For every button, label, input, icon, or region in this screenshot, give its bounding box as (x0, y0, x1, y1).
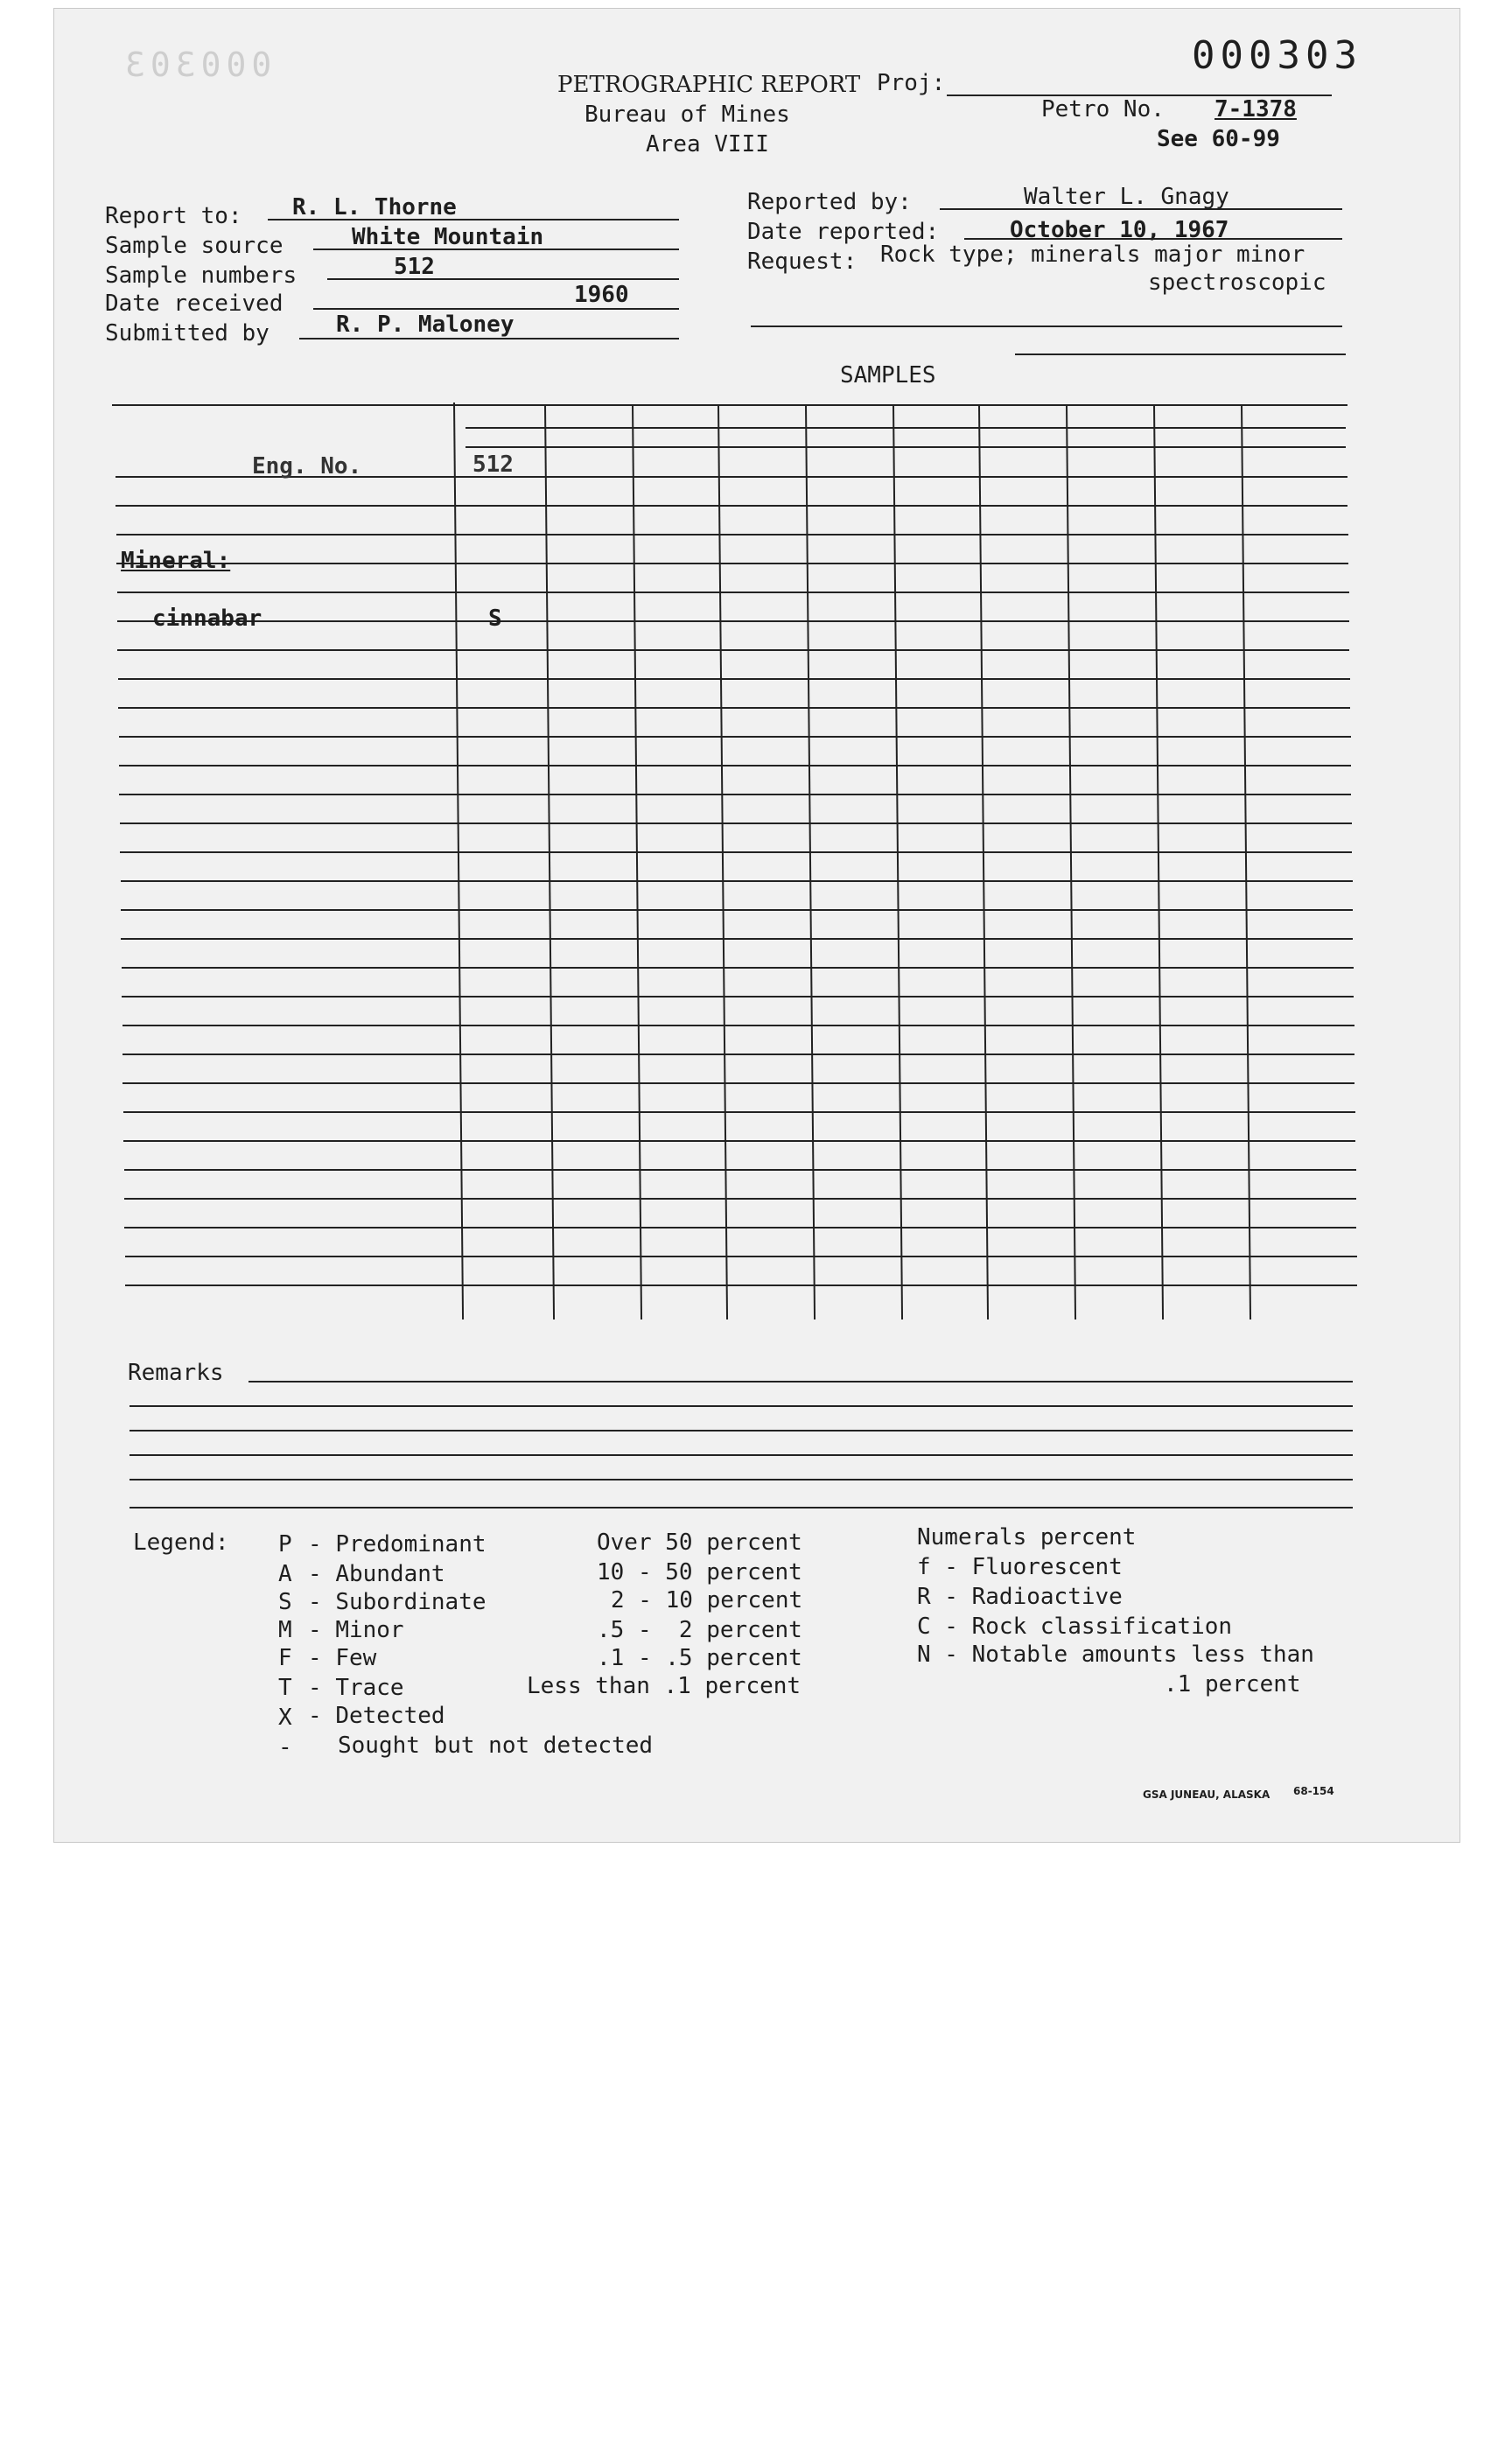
table-column-divider (1241, 404, 1251, 1320)
request-blank-line-1 (751, 326, 1342, 327)
table-row-rule (121, 880, 1353, 882)
legend-code-f: F (278, 1645, 292, 1671)
table-row-rule (118, 678, 1350, 680)
report-to-label: Report to: (105, 203, 242, 229)
submitted-by-value: R. P. Maloney (336, 312, 514, 338)
table-row-rule (122, 1054, 1354, 1055)
request-line1: Rock type; minerals major minor (880, 242, 1306, 268)
table-row-rule (123, 1111, 1355, 1113)
table-row-rule (117, 620, 1349, 622)
mineral-heading: Mineral: (121, 548, 231, 574)
table-column-divider (805, 404, 816, 1320)
date-reported-line (964, 238, 1342, 240)
request-blank-line-2 (1015, 354, 1346, 355)
legend-label: Legend: (133, 1530, 229, 1556)
proj-label: Proj: (877, 70, 946, 96)
legend-code-s: S (278, 1589, 292, 1615)
table-row-rule (125, 1284, 1357, 1286)
legend-range-a: 10 - 50 percent (597, 1559, 802, 1586)
table-header-rule (466, 427, 1346, 429)
legend-meaning-t: Trace (335, 1675, 404, 1701)
legend-meaning-s: Subordinate (335, 1589, 486, 1615)
table-row-rule (116, 534, 1348, 536)
legend-code-n: N (917, 1642, 931, 1668)
legend-meaning-x: Detected (335, 1703, 445, 1729)
submitted-by-line (299, 338, 679, 340)
legend-code-c: C (917, 1614, 931, 1640)
date-received-label: Date received (105, 290, 284, 317)
faded-stamp-bleed: 000303 (120, 46, 272, 84)
legend-numerals: Numerals percent (917, 1524, 1137, 1550)
date-received-line (313, 308, 679, 310)
mineral-value: S (488, 606, 502, 632)
table-row-rule (123, 1140, 1355, 1142)
report-to-line (268, 219, 679, 220)
report-to-value: R. L. Thorne (292, 194, 457, 220)
legend-meaning-r: Radioactive (971, 1584, 1123, 1610)
table-header-rule (466, 446, 1346, 448)
legend-range-f: .1 - .5 percent (597, 1645, 802, 1671)
legend-code-x: X (278, 1704, 292, 1731)
sample-source-value: White Mountain (352, 224, 544, 250)
petro-no-label: Petro No. (1041, 96, 1165, 122)
remarks-line-3 (130, 1430, 1353, 1432)
table-row-rule (121, 909, 1353, 911)
date-received-value: 1960 (574, 282, 629, 308)
reported-by-label: Reported by: (747, 189, 912, 215)
sample-numbers-line (327, 278, 679, 280)
area-name: Area VIII (646, 131, 769, 158)
eng-no-value: 512 (472, 452, 514, 478)
table-row-rule (122, 996, 1354, 998)
eng-no-label: Eng. No. (252, 453, 362, 480)
reported-by-value: Walter L. Gnagy (1024, 184, 1229, 210)
legend-meaning-c: Rock classification (971, 1614, 1233, 1640)
see-reference: See 60-99 (1157, 126, 1280, 152)
table-row-rule (120, 822, 1352, 824)
legend-range-m: .5 - 2 percent (597, 1617, 802, 1643)
legend-range-p: Over 50 percent (597, 1530, 802, 1556)
request-label: Request: (747, 248, 858, 275)
legend-code-dash: - (278, 1734, 292, 1760)
table-row-rule (116, 563, 1348, 564)
table-column-divider (718, 404, 728, 1320)
printer-imprint: GSA JUNEAU, ALASKA (1143, 1788, 1270, 1801)
legend-range-s: 2 - 10 percent (611, 1587, 803, 1614)
remarks-line-6 (130, 1507, 1353, 1508)
legend-meaning-n: Notable amounts less than (971, 1642, 1314, 1668)
form-number: 68-154 (1293, 1785, 1334, 1797)
table-row-rule (124, 1227, 1356, 1228)
legend-code-fl: f (917, 1554, 931, 1580)
table-row-rule (122, 1025, 1354, 1026)
remarks-line-4 (130, 1454, 1353, 1456)
sample-source-label: Sample source (105, 233, 284, 259)
table-row-rule (124, 1169, 1356, 1171)
legend-meaning-dash: Sought but not detected (338, 1732, 654, 1759)
report-sheet: 000303 000303 PETROGRAPHIC REPORT Bureau of Mines Area VIII Proj: Petro No. 7-1378 See 60-99 Report to: R. L. Thorne Sample source White Mountain Sample numbers 512 Date received 1960 Submitted by R. P. Maloney Reported by: Walter L. Gnagy Date reported: October 10, 1967 Request: Rock type; minerals major minor spectroscopic SAMPLES Eng. No. 512 Mineral: cinnabar S Remarks Legend: P - Predominant Over 50 percent A - Abundant 10 - 50 percent S - Subordinate 2 - 10 percent M - Minor .5 - 2 percent F - Few .1 - .5 percent T - Trace Less than .1 percent X - Detected - Sought but not detected Numerals percent f - Fluorescent R - Radioactive C - Rock classification N - Notable amounts less than .1 percent GSA JUNEAU, ALASKA 68-154 (54, 9, 1460, 1842)
table-column-divider (1066, 404, 1076, 1320)
bureau-name: Bureau of Mines (584, 102, 790, 128)
legend-code-a: A (278, 1561, 292, 1587)
table-column-divider (1153, 404, 1164, 1320)
submitted-by-label: Submitted by (105, 320, 270, 346)
samples-heading: SAMPLES (840, 362, 936, 388)
legend-code-p: P (278, 1531, 292, 1558)
table-row-rule (118, 707, 1350, 709)
report-title: PETROGRAPHIC REPORT (557, 72, 861, 98)
sample-source-line (313, 248, 679, 250)
legend-range-t: Less than .1 percent (527, 1673, 802, 1699)
table-row-rule (119, 794, 1351, 795)
legend-meaning-fl: Fluorescent (971, 1554, 1123, 1580)
table-row-rule (125, 1256, 1357, 1257)
remarks-label: Remarks (128, 1360, 224, 1386)
table-column-divider (892, 404, 903, 1320)
remarks-line-5 (130, 1479, 1353, 1480)
legend-code-t: T (278, 1675, 292, 1701)
table-row-rule (119, 736, 1351, 738)
table-row-rule (120, 851, 1352, 853)
table-top-rule (112, 404, 1348, 406)
legend-meaning-m: Minor (335, 1617, 404, 1643)
legend-meaning-f: Few (335, 1645, 377, 1671)
legend-meaning-p: Predominant (335, 1531, 486, 1558)
table-row-rule (117, 649, 1349, 651)
legend-code-m: M (278, 1617, 292, 1643)
legend-code-r: R (917, 1584, 931, 1610)
table-row-rule (116, 505, 1348, 507)
date-reported-label: Date reported: (747, 219, 940, 245)
document-number-stamp: 000303 (1192, 33, 1362, 78)
table-label-divider (453, 402, 464, 1320)
legend-right-tail: .1 percent (1164, 1671, 1301, 1698)
table-row-rule (122, 967, 1354, 969)
mineral-name: cinnabar (152, 606, 262, 632)
table-row-rule (122, 1082, 1354, 1084)
petro-no-value: 7-1378 (1214, 96, 1297, 122)
table-row-rule (121, 938, 1353, 940)
table-row-rule (119, 765, 1351, 766)
table-row-rule (124, 1198, 1356, 1200)
table-row-rule (117, 592, 1349, 593)
sample-numbers-value: 512 (394, 254, 435, 280)
remarks-line-2 (130, 1405, 1353, 1407)
remarks-line-1 (248, 1381, 1353, 1382)
sample-numbers-label: Sample numbers (105, 262, 298, 289)
table-column-divider (632, 404, 642, 1320)
request-line2: spectroscopic (1148, 270, 1326, 296)
date-reported-value: October 10, 1967 (1010, 217, 1229, 243)
legend-meaning-a: Abundant (335, 1561, 445, 1587)
table-column-divider (978, 404, 989, 1320)
reported-by-line (940, 208, 1342, 210)
table-column-divider (544, 404, 555, 1320)
